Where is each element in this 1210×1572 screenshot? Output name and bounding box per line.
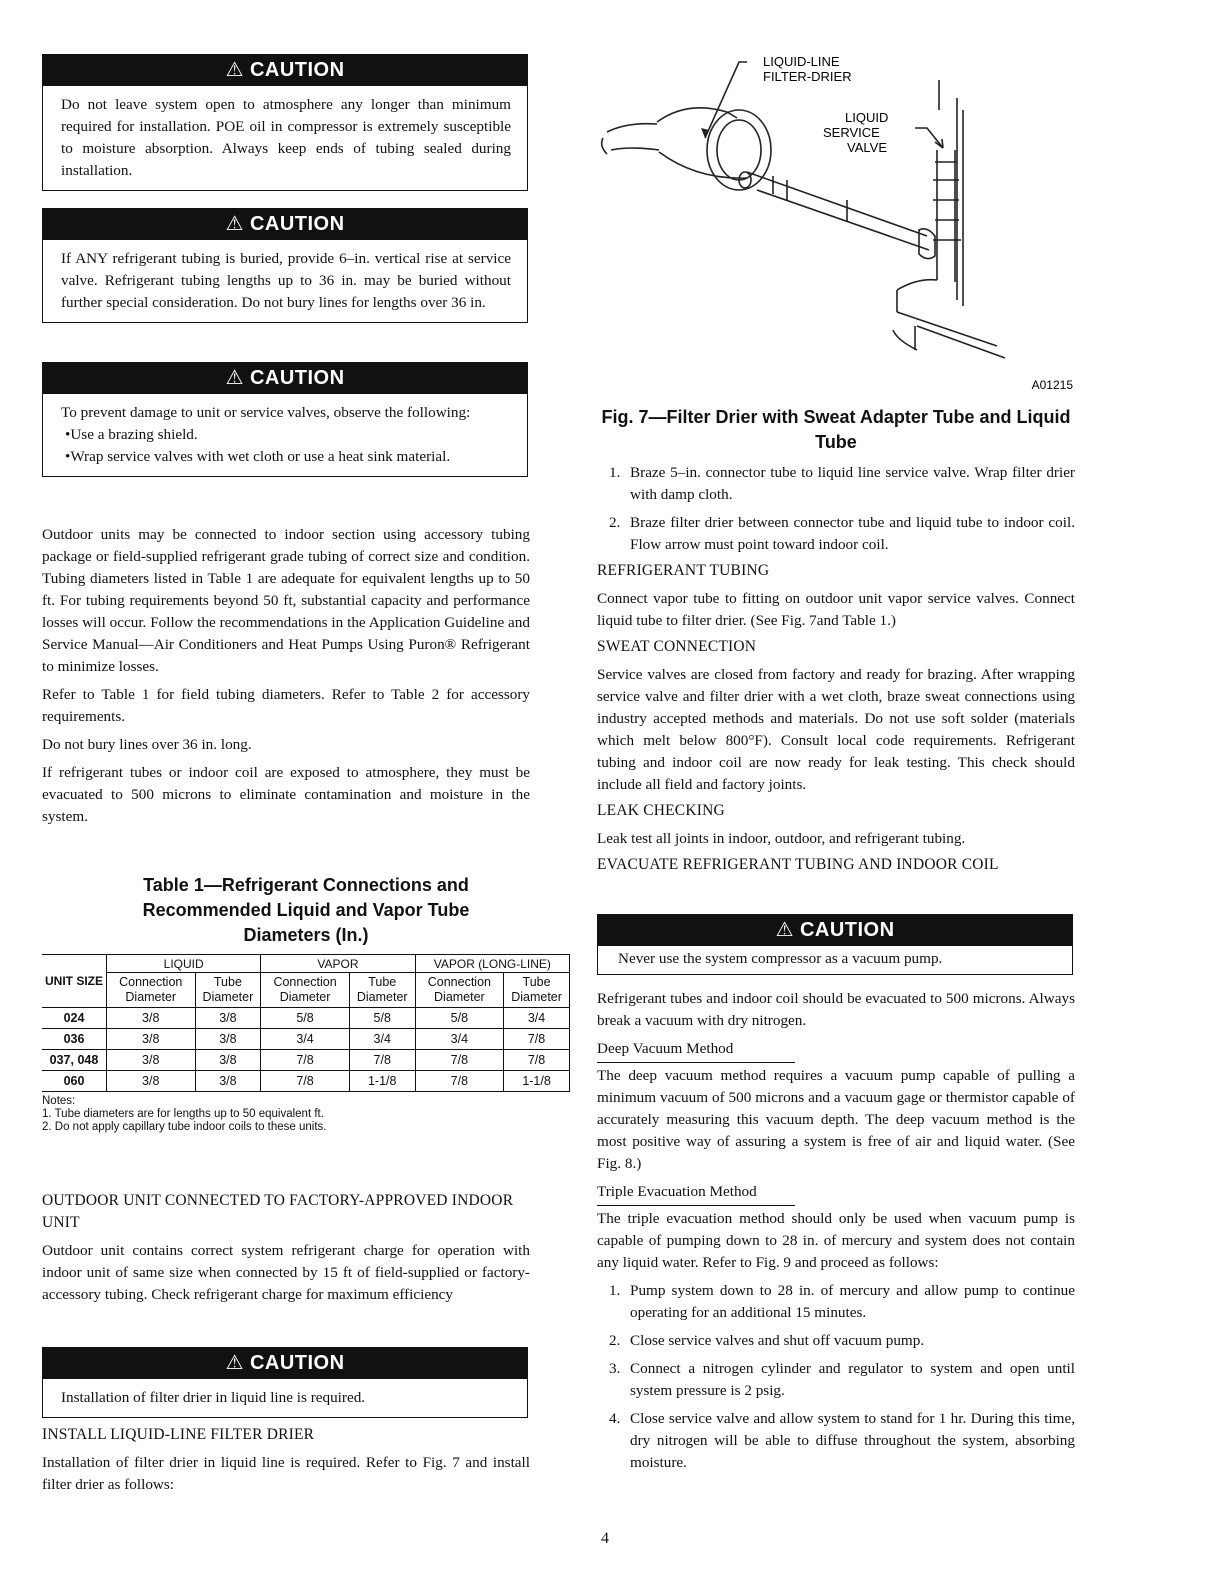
figure-caption [597,405,1075,455]
bullet-item: • Use a brazing shield. [61,424,511,446]
caution-text [43,394,527,476]
section-heading: LEAK CHECKING [597,802,725,819]
triple-steps [597,1280,1075,1474]
caution-text: Never use the system compressor as a vacuum pump. [618,950,943,967]
paragraph-table-refs: Refer to Table 1 for field tubing diameters. Refer to Table 2 for accessory requirements. [42,686,530,725]
list-item: 1. Braze 5–in. connector tube to liquid line service valve. Wrap filter drier with damp cloth. [609,464,1075,503]
table-row: 037, 048 3/8 3/8 7/8 7/8 7/8 7/8 [42,1050,570,1071]
braze-steps [597,462,1075,556]
group-header-vapor-long: VAPOR (LONG-LINE) [415,955,569,973]
label-valve-line3: VALVE [847,140,887,155]
paragraph-tubing: Connect vapor tube to fitting on outdoor unit vapor service valves. Connect liquid tube to filter drier. (See Fig. 7and Table 1.) [597,590,1075,629]
paragraph-bury: Do not bury lines over 36 in. long. [42,736,252,753]
warning-icon: ⚠ [225,367,244,389]
paragraph-outdoor: Outdoor unit contains correct system refrigerant charge for operation with indoor unit of same size when connected by 15 ft of field-supplied or factory-accessory tubing. Check refrigerant charge for maximum efficiency [42,1242,530,1303]
evacuation-section [597,988,1075,1474]
label-filter-drier-line2: FILTER-DRIER [763,69,852,84]
section-heading: INSTALL LIQUID-LINE FILTER DRIER [42,1426,315,1443]
outdoor-unit-section [42,1190,530,1306]
table-notes: Notes: 1. Tube diameters are for lengths up to 50 equivalent ft. 2. Do not apply capillary tube indoor coils to these units. [42,1095,327,1133]
label-valve-line1: LIQUID [845,110,889,125]
caution-intro: To prevent damage to unit or service valves, observe the following: [61,404,471,421]
caution-box-5 [597,914,1073,975]
label-valve-line2: SERVICE [823,125,880,140]
caution-header: ⚠ CAUTION [598,914,1072,946]
install-drier-section [42,1424,530,1496]
subheader: Connection Diameter [261,973,350,1008]
subheading-triple-evac: Triple Evacuation Method [597,1183,757,1200]
figure-7 [597,50,1075,395]
section-heading: SWEAT CONNECTION [597,638,757,655]
caution-box-2 [42,208,528,323]
paragraph-install: Installation of filter drier in liquid line is required. Refer to Fig. 7 and install filter drier as follows: [42,1454,530,1493]
filter-drier-illustration [597,50,1075,395]
subheading-deep-vacuum: Deep Vacuum Method [597,1040,734,1057]
intro-section [42,524,530,828]
unit-size-header: UNIT SIZE [42,955,107,1008]
subheader: Connection Diameter [107,973,196,1008]
fig-7-caption: Fig. 7—Filter Drier with Sweat Adapter Tube and Liquid Tube [601,407,1071,452]
caution-bullets [61,424,511,468]
page-number: 4 [601,1530,609,1547]
paragraph-sweat: Service valves are closed from factory and ready for brazing. After wrapping service valve and filter drier with a wet cloth, braze sweat connections using industry accepted methods and materials. Do not use soft solder (materials which melt below 800°F). Consult local code requirements. Refrigerant tubing and indoor coil are now ready for leak testing. This check should include all field and factory joints. [597,666,1075,793]
paragraph-tubing-intro: Outdoor units may be connected to indoor section using accessory tubing package or field-supplied refrigerant grade tubing of correct size and condition. Tubing diameters listed in Table 1 are adequate for equivalent lengths up to 50 ft. For tubing requirements beyond 50 ft, substantial capacity and performance losses will occur. Follow the recommendations in the Application Guideline and Service Manual—Air Conditioners and Heat Pumps Using Puron® Refrigerant to minimize losses. [42,526,530,675]
warning-icon: ⚠ [775,919,794,941]
caution-box-4 [42,1347,528,1418]
paragraph-triple: The triple evacuation method should only be used when vacuum pump is capable of pumping down to 28 in. of mercury and system does not contain any liquid water. Refer to Fig. 9 and proceed as follows: [597,1210,1075,1271]
divider [597,1205,795,1206]
caution-header: ⚠ CAUTION [43,362,527,394]
section-heading: REFRIGERANT TUBING [597,562,770,579]
section-heading: OUTDOOR UNIT CONNECTED TO FACTORY-APPROVED INDOOR UNIT [42,1192,514,1231]
divider [597,1062,795,1063]
warning-icon: ⚠ [225,59,244,81]
table-row: 060 3/8 3/8 7/8 1-1/8 7/8 1-1/8 [42,1071,570,1092]
table-row: 036 3/8 3/8 3/4 3/4 3/4 7/8 [42,1029,570,1050]
subheader: Connection Diameter [415,973,504,1008]
label-filter-drier-line1: LIQUID-LINE [763,54,840,69]
caution-text: If ANY refrigerant tubing is buried, provide 6–in. vertical rise at service valve. Refrigerant tubing lengths up to 36 in. may be buried without further special consideration. Do not bury lines for lengths over 36 in. [61,250,511,311]
group-header-vapor: VAPOR [261,955,415,973]
bullet-item: • Wrap service valves with wet cloth or use a heat sink material. [61,446,511,468]
subheader: Tube Diameter [504,973,570,1008]
warning-icon: ⚠ [225,1352,244,1374]
caution-text: Do not leave system open to atmosphere any longer than minimum required for installation. POE oil in compressor is extremely susceptible to moisture absorption. Always keep ends of tubing sealed during installation. [61,96,511,179]
paragraph-evac: Refrigerant tubes and indoor coil should be evacuated to 500 microns. Always break a vacuum with dry nitrogen. [597,990,1075,1029]
caution-box-1 [42,54,528,191]
paragraph-deep: The deep vacuum method requires a vacuum pump capable of pulling a minimum vacuum of 500 microns and a vacuum gage or thermistor capable of accurately measuring this vacuum depth. The deep vacuum method is the most positive way of assuring a system is free of air and liquid water. (See Fig. 8.) [597,1067,1075,1172]
table-1-block [42,873,570,1134]
caution-header: ⚠ CAUTION [43,54,527,86]
list-item: 1. Pump system down to 28 in. of mercury and allow pump to continue operating for an additional 15 minutes. [609,1282,1075,1321]
caution-text: Installation of filter drier in liquid line is required. [61,1389,366,1406]
table-title: Table 1—Refrigerant Connections and Recommended Liquid and Vapor Tube Diameters (In.) [142,875,470,945]
warning-icon: ⚠ [225,213,244,235]
figure-code: A01215 [1031,378,1073,392]
subheader: Tube Diameter [349,973,415,1008]
list-item: 2. Close service valves and shut off vacuum pump. [609,1332,925,1349]
list-item: 4. Close service valve and allow system to stand for 1 hr. During this time, dry nitrogen will be able to diffuse throughout the system, absorbing moisture. [609,1410,1075,1471]
caution-header: ⚠ CAUTION [43,1347,527,1379]
caution-header: ⚠ CAUTION [43,208,527,240]
section-heading: EVACUATE REFRIGERANT TUBING AND INDOOR COIL [597,856,999,873]
right-text-section [597,462,1075,876]
caution-box-3 [42,362,528,477]
subheader: Tube Diameter [195,973,261,1008]
paragraph-leak: Leak test all joints in indoor, outdoor, and refrigerant tubing. [597,830,966,847]
table-row: 024 3/8 3/8 5/8 5/8 5/8 3/4 [42,1008,570,1029]
list-item: 2. Braze filter drier between connector tube and liquid tube to indoor coil. Flow arrow must point toward indoor coil. [609,514,1075,553]
refrigerant-connections-table [42,954,570,1092]
list-item: 3. Connect a nitrogen cylinder and regulator to system and open until system pressure is 2 psig. [609,1360,1075,1399]
paragraph-evacuate: If refrigerant tubes or indoor coil are exposed to atmosphere, they must be evacuated to 500 microns to eliminate contamination and moisture in the system. [42,764,530,825]
group-header-liquid: LIQUID [107,955,261,973]
